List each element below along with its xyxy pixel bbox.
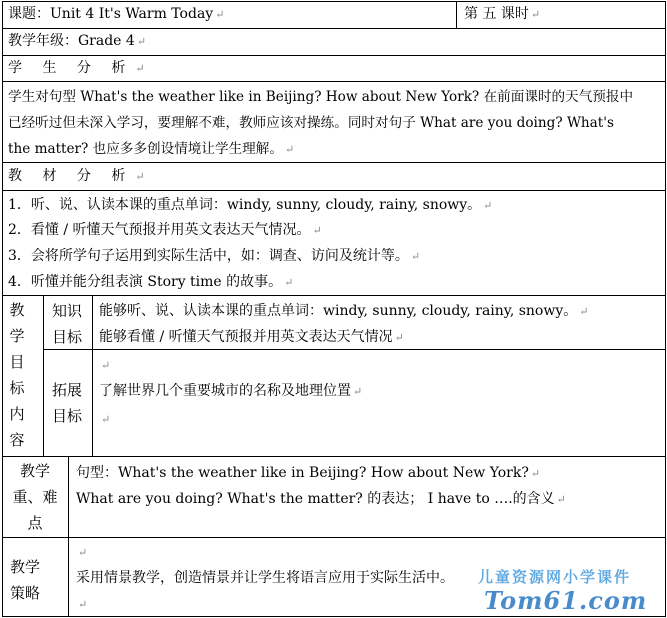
strategy-text: 采用情景教学，创造情景并让学生将语言应用于实际生活中。 xyxy=(76,570,454,586)
row-divider xyxy=(2,81,666,82)
material-item: 2．看懂 / 听懂天气预报并用英文表达天气情况。 ↵ xyxy=(8,222,322,238)
strategy-empty-mark: ↵ xyxy=(78,598,88,611)
material-item: 1．听、说、认读本课的重点单词：windy, sunny, cloudy, rainy, snowy。 ↵ xyxy=(8,197,493,213)
col-divider xyxy=(68,456,69,617)
lesson-title: 课题：Unit 4 It's Warm Today ↵ xyxy=(8,6,225,22)
row-divider xyxy=(2,456,666,457)
extension-empty-mark: ↵ xyxy=(101,359,111,372)
extension-objective-label: 拓展目标 xyxy=(51,381,82,425)
period-label: 第 五 课时 ↵ xyxy=(464,6,541,22)
site-watermark xyxy=(478,562,664,616)
key-points-label: 教学重、难点 xyxy=(12,462,58,532)
knowledge-objective-label: 知识目标 xyxy=(51,302,82,346)
grade-label: 教学年级：Grade 4 ↵ xyxy=(8,33,147,49)
knowledge-objective-line: 能够看懂 / 听懂天气预报并用英文表达天气情况 ↵ xyxy=(99,329,404,345)
key-points-line: 句型：What's the weather like in Beijing? How about New York? ↵ xyxy=(76,465,541,481)
row-divider xyxy=(43,349,666,350)
student-analysis-line: 学生对句型 What's the weather like in Beijing? How about New York? 在前面课时的天气预报中 xyxy=(8,89,634,105)
col-divider xyxy=(43,295,44,456)
row-divider xyxy=(2,537,666,538)
knowledge-objective-line: 能够听、说、认读本课的重点单词：windy, sunny, cloudy, rainy, snowy。 ↵ xyxy=(99,303,589,319)
row-divider xyxy=(2,28,666,29)
student-analysis-heading: 学 生 分 析 ↵ xyxy=(8,60,153,76)
watermark-url: Tom61.com xyxy=(484,586,648,615)
student-analysis-line: 已经听过但未深入学习，要理解不难，教师应该对操练。同时对句子 What are you doing? What's xyxy=(8,115,614,131)
col-divider xyxy=(92,295,93,456)
extension-objective-text: 了解世界几个重要城市的名称及地理位置 ↵ xyxy=(99,383,363,399)
row-divider xyxy=(2,162,666,163)
col-divider xyxy=(456,1,457,28)
row-divider xyxy=(2,295,666,296)
material-item: 3．会将所学句子运用到实际生活中，如：调查、访问及统计等。 ↵ xyxy=(8,248,421,264)
student-analysis-line: the matter? 也应多多创设情境让学生理解。 ↵ xyxy=(8,141,295,157)
strategy-label: 教学策略 xyxy=(9,558,40,602)
key-points-line: What are you doing? What's the matter? 的表达； I have to ….的含义 ↵ xyxy=(76,491,566,507)
row-divider xyxy=(2,190,666,191)
extension-empty-mark: ↵ xyxy=(101,413,111,426)
row-divider xyxy=(2,55,666,56)
objectives-label: 教学目标内容 xyxy=(9,301,25,449)
watermark-cn: 儿童资源网小学课件 xyxy=(478,568,632,586)
material-item: 4．听懂并能分组表演 Story time 的故事。 ↵ xyxy=(8,274,294,290)
material-analysis-heading: 教 材 分 析 ↵ xyxy=(8,168,153,184)
strategy-empty-mark: ↵ xyxy=(78,546,88,559)
